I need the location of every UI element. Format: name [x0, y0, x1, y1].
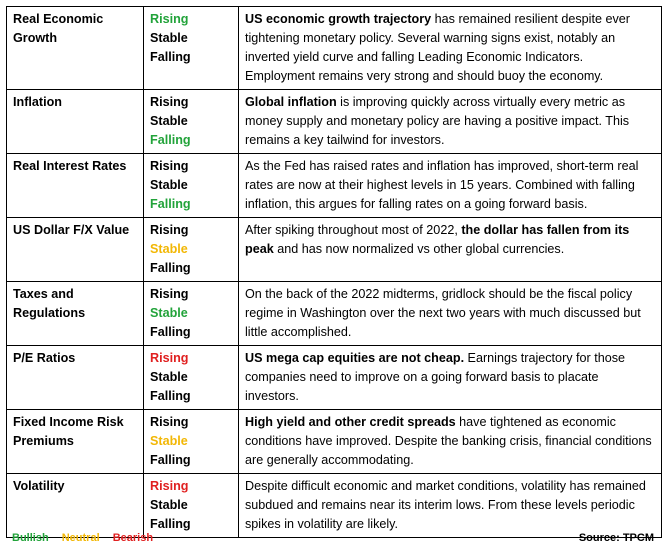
legend-bullish: Bullish — [12, 532, 49, 544]
state-stable: Stable — [150, 434, 188, 448]
state-rising: Rising — [150, 287, 189, 301]
state-rising: Rising — [150, 351, 189, 365]
description-text: As the Fed has raised rates and inflation has improved, short-term real rates are now at their highest levels in 15 years. Combined with falling inflation, this argues for falling rates on a going forward basis. — [245, 159, 639, 211]
state-falling: Falling — [150, 197, 191, 211]
state-indicator — [144, 282, 239, 346]
description-emphasis: US mega cap equities are not cheap. — [245, 351, 465, 365]
factor-description — [239, 346, 662, 410]
state-rising: Rising — [150, 95, 189, 109]
source-note: Source: TPCM — [578, 532, 654, 544]
state-stable: Stable — [150, 242, 188, 256]
factor-label: Real Interest Rates — [7, 154, 144, 218]
state-indicator — [144, 154, 239, 218]
state-falling: Falling — [150, 133, 191, 147]
factor-description — [239, 282, 662, 346]
factor-label: P/E Ratios — [7, 346, 144, 410]
table-row — [7, 410, 662, 474]
description-text: have tightened as economic conditions have improved. Despite the banking crisis, financial conditions are generally accommodating. — [245, 415, 652, 467]
description-text: On the back of the 2022 midterms, gridlock should be the fiscal policy regime in Washington over the next two years with much discussed but little accomplished. — [245, 287, 641, 339]
description-emphasis: Global inflation — [245, 95, 337, 109]
state-falling: Falling — [150, 325, 191, 339]
description-text: and has now normalized vs other global currencies. — [273, 242, 565, 256]
factor-description — [239, 154, 662, 218]
state-indicator — [144, 90, 239, 154]
state-rising: Rising — [150, 415, 189, 429]
legend-bearish: Bearish — [112, 532, 154, 544]
description-text: Despite difficult economic and market conditions, volatility has remained subdued and remains near its interim lows. From these levels periodic spikes in volatility are likely. — [245, 479, 646, 531]
description-text: After spiking throughout most of 2022, — [245, 223, 462, 237]
factor-description — [239, 474, 662, 538]
factor-description — [239, 90, 662, 154]
state-indicator — [144, 218, 239, 282]
state-rising: Rising — [150, 159, 189, 173]
factor-label: Fixed Income Risk Premiums — [7, 410, 144, 474]
factor-description — [239, 410, 662, 474]
factor-description — [239, 7, 662, 90]
state-stable: Stable — [150, 178, 188, 192]
state-rising: Rising — [150, 479, 189, 493]
description-text: is improving quickly across virtually every metric as money supply and monetary policy are having a positive impact. This remains a key tailwind for investors. — [245, 95, 630, 147]
state-stable: Stable — [150, 306, 188, 320]
factor-label: Volatility — [7, 474, 144, 538]
legend — [12, 532, 163, 544]
table-row — [7, 282, 662, 346]
factor-label: Taxes and Regulations — [7, 282, 144, 346]
table-row — [7, 154, 662, 218]
state-falling: Falling — [150, 389, 191, 403]
factor-label: Real Economic Growth — [7, 7, 144, 90]
factor-label: Inflation — [7, 90, 144, 154]
state-indicator — [144, 410, 239, 474]
state-falling: Falling — [150, 517, 191, 531]
state-indicator — [144, 474, 239, 538]
state-rising: Rising — [150, 12, 189, 26]
description-emphasis: the dollar has fallen from its peak — [245, 223, 630, 256]
description-emphasis: US economic growth trajectory — [245, 12, 432, 26]
table-row — [7, 7, 662, 90]
table-row — [7, 474, 662, 538]
description-emphasis: High yield and other credit spreads — [245, 415, 456, 429]
state-stable: Stable — [150, 114, 188, 128]
state-rising: Rising — [150, 223, 189, 237]
legend-neutral: Neutral — [61, 532, 100, 544]
table-row — [7, 218, 662, 282]
factor-description — [239, 218, 662, 282]
description-text: Earnings trajectory for those companies need to improve on a going forward basis to placate investors. — [245, 351, 626, 403]
state-stable: Stable — [150, 31, 188, 45]
state-falling: Falling — [150, 261, 191, 275]
state-indicator — [144, 7, 239, 90]
state-indicator — [144, 346, 239, 410]
description-text: has remained resilient despite ever tightening monetary policy. Several warning signs exist, notably an inverted yield curve and falling Leading Economic Indicators. Employment remains very strong and should buoy the economy. — [245, 12, 630, 83]
state-stable: Stable — [150, 498, 188, 512]
table-row — [7, 346, 662, 410]
table-row — [7, 90, 662, 154]
factor-label: US Dollar F/X Value — [7, 218, 144, 282]
state-stable: Stable — [150, 370, 188, 384]
outlook-table — [6, 6, 662, 538]
state-falling: Falling — [150, 453, 191, 467]
state-falling: Falling — [150, 50, 191, 64]
